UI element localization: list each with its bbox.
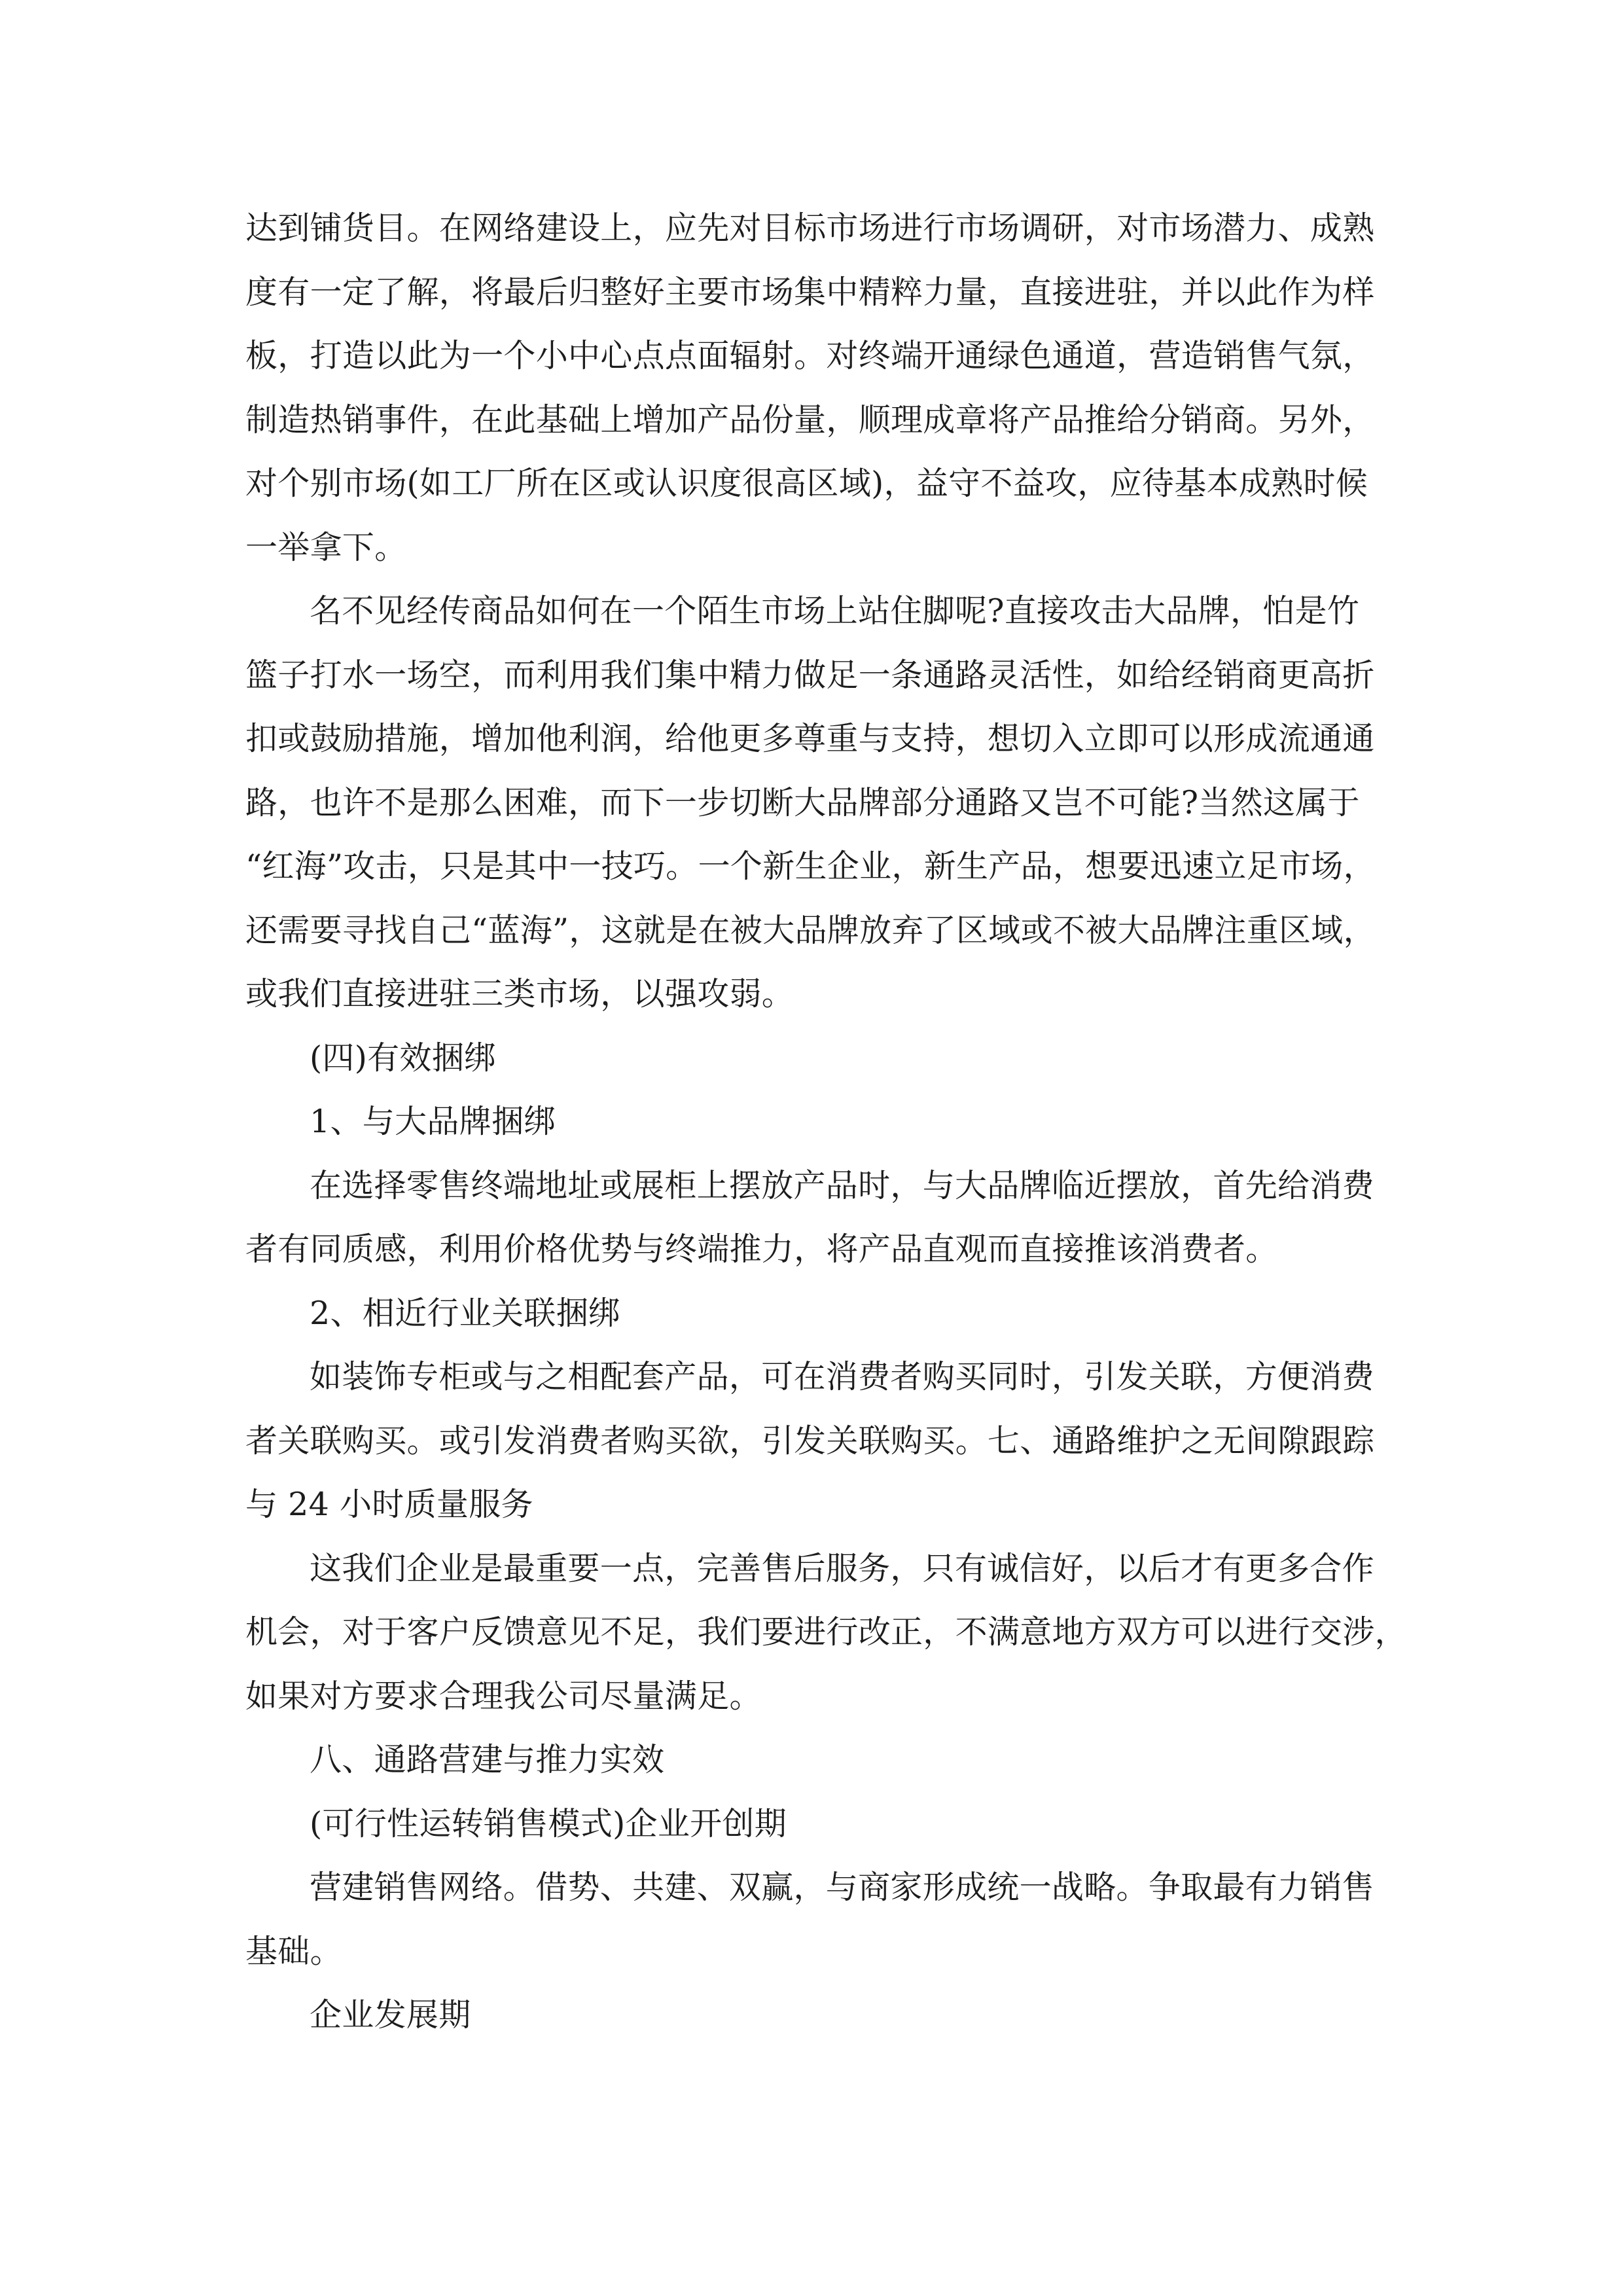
text-line: 篮子打水一场空，而利用我们集中精力做足一条通路灵活性，如给经销商更高折 [245,656,1375,694]
text-line: 如装饰专柜或与之相配套产品，可在消费者购买同时，引发关联，方便消费 [310,1358,1374,1395]
text-line: 如果对方要求合理我公司尽量满足。 [245,1677,762,1715]
document-body [245,196,1407,2047]
text-line: 板，打造以此为一个小中心点点面辐射。对终端开通绿色通道，营造销售气氛， [245,337,1375,374]
text-line: “红海”攻击，只是其中一技巧。一个新生企业，新生产品，想要迅速立足市场， [245,848,1376,885]
paragraph [245,1537,1407,1729]
text-line: 度有一定了解，将最后归整好主要市场集中精粹力量，直接进驻，并以此作为样 [245,273,1375,311]
paragraph [245,579,1397,1026]
text-line: 制造热销事件，在此基础上增加产品份量，顺理成章将产品推给分销商。另外， [245,401,1375,439]
subsection-heading [245,1282,1397,1346]
paragraph [245,196,1397,579]
section-heading [245,1026,1397,1090]
text-line: 与 24 小时质量服务 [245,1486,533,1523]
text-line: 扣或鼓励措施，增加他利润，给他更多尊重与支持，想切入立即可以形成流通通 [245,720,1375,757]
text-line: 路，也许不是那么困难，而下一步切断大品牌部分通路又岂不可能?当然这属于 [245,783,1360,821]
text-line: 八、通路营建与推力实效 [310,1741,665,1778]
text-line: 者有同质感，利用价格优势与终端推力，将产品直观而直接推该消费者。 [245,1230,1278,1268]
text-line: (四)有效捆绑 [310,1039,497,1077]
text-line: 企业发展期 [310,1996,471,2034]
text-line: (可行性运转销售模式)企业开创期 [310,1804,787,1842]
section-heading [245,1728,1397,1792]
text-line: 1、与大品牌捆绑 [310,1103,556,1140]
text-line: 还需要寻找自己“蓝海”，这就是在被大品牌放弃了区域或不被大品牌注重区域， [245,911,1376,949]
text-line: 者关联购买。或引发消费者购买欲，引发关联购买。七、通路维护之无间隙跟踪 [245,1422,1375,1460]
paragraph [245,1856,1397,1983]
subsection-heading [245,1983,1397,2047]
text-line: 或我们直接进驻三类市场，以强攻弱。 [245,975,794,1013]
text-line: 一举拿下。 [245,528,407,566]
subsection-heading [245,1792,1397,1856]
text-line: 机会，对于客户反馈意见不足，我们要进行改正，不满意地方双方可以进行交涉， [245,1613,1407,1651]
paragraph [245,1345,1397,1537]
text-line: 名不见经传商品如何在一个陌生市场上站住脚呢?直接攻击大品牌，怕是竹 [310,592,1360,630]
paragraph [245,1154,1397,1282]
text-line: 这我们企业是最重要一点，完善售后服务，只有诚信好，以后才有更多合作 [310,1549,1374,1587]
subsection-heading [245,1090,1397,1154]
text-line: 营建销售网络。借势、共建、双赢，与商家形成统一战略。争取最有力销售 [310,1869,1374,1906]
text-line: 对个别市场(如工厂所在区或认识度很高区域)，益守不益攻，应待基本成熟时候 [245,465,1368,502]
text-line: 达到铺货目。在网络建设上，应先对目标市场进行市场调研，对市场潜力、成熟 [245,209,1375,247]
text-line: 2、相近行业关联捆绑 [310,1294,621,1332]
text-line: 基础。 [245,1932,342,1970]
text-line: 在选择零售终端地址或展柜上摆放产品时，与大品牌临近摆放，首先给消费 [310,1166,1374,1204]
